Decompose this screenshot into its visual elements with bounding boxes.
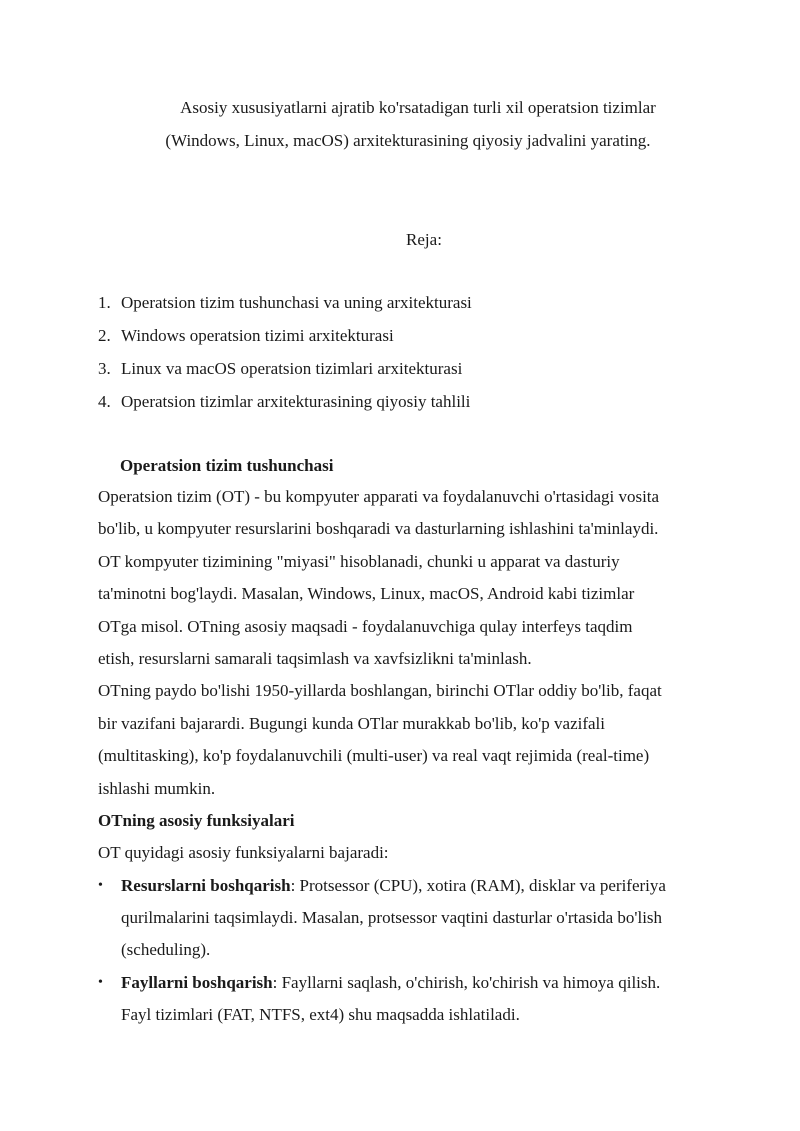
bullet-text-line: qurilmalarini taqsimlaydi. Masalan, protsessor vaqtini dasturlar o'rtasida bo'lish <box>121 908 663 928</box>
bullet-item-files <box>98 967 738 1032</box>
bullet-term: Resurslarni boshqarish <box>121 875 291 895</box>
bullet-term: Fayllarni boshqarish <box>121 972 273 992</box>
text-line: bir vazifani bajarardi. Bugungi kunda OTlar murakkab bo'lib, ko'p vazifali <box>98 713 605 733</box>
section-heading-os-functions: OTning asosiy funksiyalari <box>98 810 295 830</box>
bullet-text: : Fayllarni saqlash, o'chirish, ko'chirish va himoya qilish. <box>272 972 661 992</box>
plan-list <box>98 286 472 418</box>
task-statement-line-2: (Windows, Linux, macOS) arxitekturasining qiyosiy jadvalini yarating. <box>165 131 651 150</box>
text-line: bo'lib, u kompyuter resurslarini boshqaradi va dasturlarning ishlashini ta'minlaydi. <box>98 519 659 539</box>
plan-item-number: 2. <box>98 326 111 345</box>
text-line: ta'minotni bog'laydi. Masalan, Windows, Linux, macOS, Android kabi tizimlar <box>98 584 635 604</box>
plan-item <box>98 352 472 385</box>
plan-item-number: 1. <box>98 293 111 312</box>
plan-title: Reja: <box>406 230 442 249</box>
bullet-text: : Protsessor (CPU), xotira (RAM), disklar va periferiya <box>290 875 666 895</box>
bullet-dot: • <box>98 974 103 990</box>
plan-item-text: Windows operatsion tizimi arxitekturasi <box>121 326 394 345</box>
text-line: Operatsion tizim (OT) - bu kompyuter apparati va foydalanuvchi o'rtasidagi vosita <box>98 487 660 506</box>
plan-item-text: Operatsion tizim tushunchasi va uning arxitekturasi <box>121 293 472 312</box>
plan-item-number: 3. <box>98 359 111 378</box>
plan-item-number: 4. <box>98 392 111 411</box>
text-line: (multitasking), ko'p foydalanuvchili (multi-user) va real vaqt rejimida (real-time) <box>98 746 650 766</box>
plan-item <box>98 385 472 418</box>
plan-item-text: Linux va macOS operatsion tizimlari arxitekturasi <box>121 359 463 378</box>
text-line: etish, resurslarni samarali taqsimlash va xavfsizlikni ta'minlash. <box>98 648 532 668</box>
section-heading-os-concept: Operatsion tizim tushunchasi <box>120 456 334 475</box>
bullet-item-resources <box>98 870 738 967</box>
task-statement <box>98 91 718 157</box>
bullet-text-line: Fayl tizimlari (FAT, NTFS, ext4) shu maqsadda ishlatiladi. <box>121 1005 520 1025</box>
task-statement-line-1: Asosiy xususiyatlarni ajratib ko'rsatadigan turli xil operatsion tizimlar <box>180 98 656 117</box>
plan-item-text: Operatsion tizimlar arxitekturasining qiyosiy tahlili <box>121 392 471 411</box>
text-line: OTning paydo bo'lishi 1950-yillarda boshlangan, birinchi OTlar oddiy bo'lib, faqat <box>98 681 662 701</box>
plan-item <box>98 286 472 319</box>
body-text <box>98 481 738 1032</box>
functions-intro: OT quyidagi asosiy funksiyalarni bajaradi: <box>98 843 389 863</box>
bullet-text-line: (scheduling). <box>121 940 211 960</box>
bullet-dot: • <box>98 877 103 893</box>
paragraph-os-definition <box>98 481 738 675</box>
paragraph-os-history <box>98 675 738 805</box>
plan-item <box>98 319 472 352</box>
text-line: OTga misol. OTning asosiy maqsadi - foydalanuvchiga qulay interfeys taqdim <box>98 616 633 636</box>
text-line: ishlashi mumkin. <box>98 778 216 798</box>
text-line: OT kompyuter tizimining "miyasi" hisoblanadi, chunki u apparat va dasturiy <box>98 551 620 571</box>
